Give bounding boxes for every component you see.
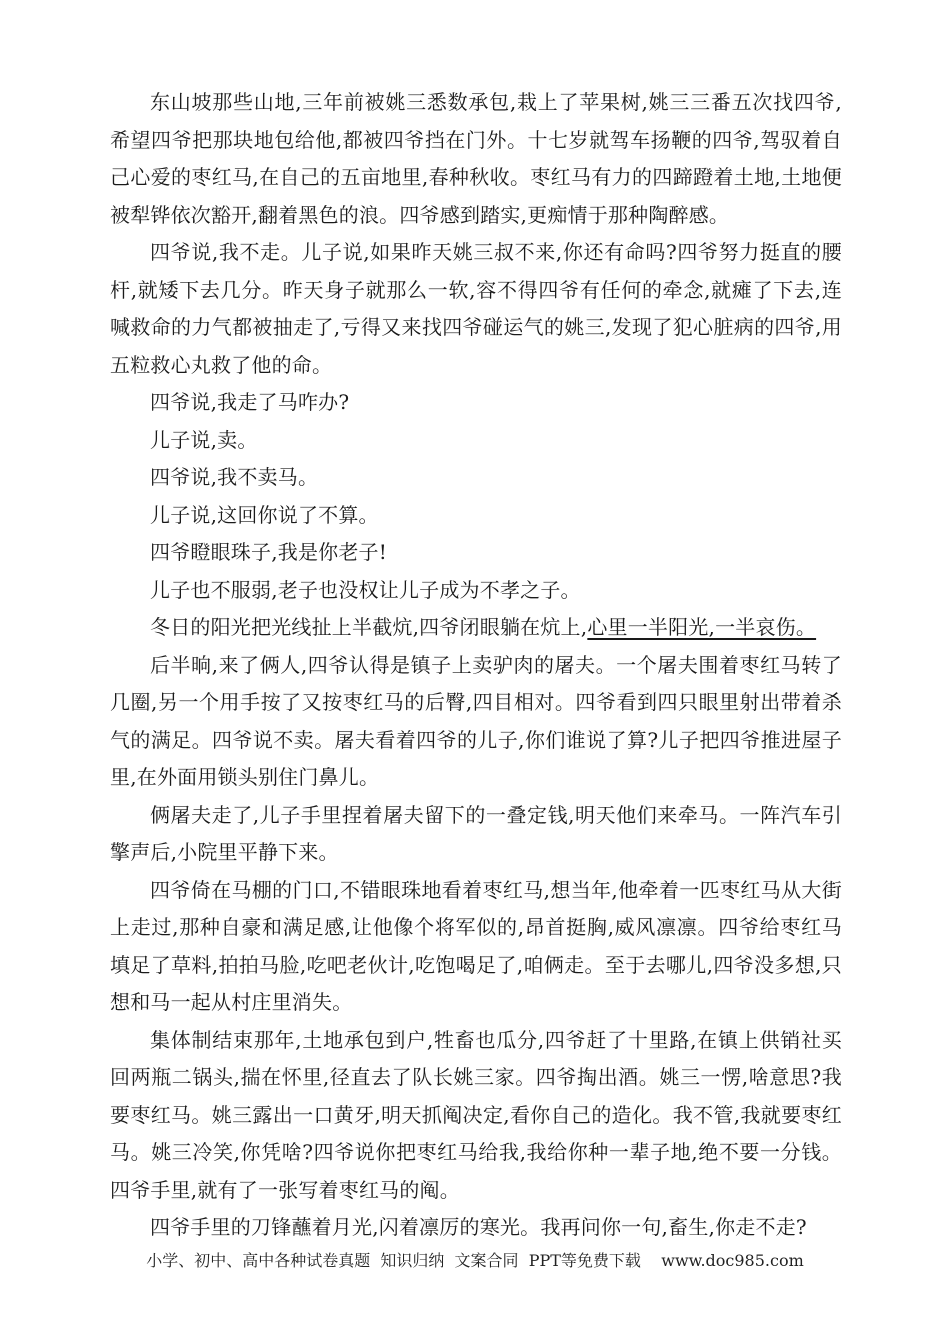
paragraph-12: 四爷倚在马棚的门口,不错眼珠地看着枣红马,想当年,他牵着一匹枣红马从大街上走过,那种自豪和满足感,让他像个将军似的,昂首挺胸,威风凛凛。四爷给枣红马填足了草料,拍拍马脸,吃吧老伙计,吃饱喝足了,咱俩走。至于去哪儿,四爷没多想,只想和马一起从村庄里消失。	[110, 877, 842, 1014]
paragraph-2: 四爷说,我不走。儿子说,如果昨天姚三叔不来,你还有命吗?四爷努力挺直的腰杆,就矮下去几分。昨天身子就那么一软,容不得四爷有任何的牵念,就瘫了下去,连喊救命的力气都被抽走了,亏得又来找四爷碰运气的姚三,发现了犯心脏病的四爷,用五粒救心丸救了他的命。	[110, 240, 842, 377]
paragraph-3: 四爷说,我走了马咋办?	[150, 390, 350, 414]
sun-paragraph-lead: 冬日的阳光把光线扯上半截炕,四爷闭眼躺在炕上,	[150, 615, 588, 639]
paragraph-sun	[110, 609, 842, 647]
paragraph-14: 四爷手里的刀锋蘸着月光,闪着凛厉的寒光。我再问你一句,畜生,你走不走?	[150, 1215, 807, 1239]
paragraph-8: 儿子也不服弱,老子也没权让儿子成为不孝之子。	[150, 577, 581, 602]
underlined-sentence: 心里一半阳光,一半哀伤。	[587, 615, 817, 639]
paragraph-13: 集体制结束那年,土地承包到户,牲畜也瓜分,四爷赶了十里路,在镇上供销社买回两瓶二锅头,揣在怀里,径直去了队长姚三家。四爷掏出酒。姚三一愣,啥意思?我要枣红马。姚三露出一口黄牙,明天抓阄决定,看你自己的造化。我不管,我就要枣红马。姚三冷笑,你凭啥?四爷说你把枣红马给我,我给你种一辈子地,绝不要一分钱。四爷手里,就有了一张写着枣红马的阄。	[110, 1027, 842, 1202]
paragraph-4: 儿子说,卖。	[150, 427, 258, 452]
paragraph-6: 儿子说,这回你说了不算。	[150, 502, 379, 527]
paragraph-1: 东山坡那些山地,三年前被姚三悉数承包,栽上了苹果树,姚三三番五次找四爷,希望四爷把那块地包给他,都被四爷挡在门外。十七岁就驾车扬鞭的四爷,驾驭着自己心爱的枣红马,在自己的五亩地里,春种秋收。枣红马有力的四蹄蹬着土地,土地便被犁铧依次豁开,翻着黑色的浪。四爷感到踏实,更痴情于那种陶醉感。	[110, 90, 842, 227]
document-body	[110, 84, 842, 1247]
page-footer: 小学、初中、高中各种试卷真题 知识归纳 文案合同 PPT等免费下载 www.doc985.com	[146, 1251, 804, 1270]
paragraph-5: 四爷说,我不卖马。	[150, 465, 319, 489]
paragraph-11: 俩屠夫走了,儿子手里捏着屠夫留下的一叠定钱,明天他们来牵马。一阵汽车引擎声后,小院里平静下来。	[110, 802, 842, 864]
paragraph-7: 四爷瞪眼珠子,我是你老子!	[150, 540, 387, 564]
paragraph-10: 后半晌,来了俩人,四爷认得是镇子上卖驴肉的屠夫。一个屠夫围着枣红马转了几圈,另一个用手按了又按枣红马的后臀,四目相对。四爷看到四只眼里射出带着杀气的满足。四爷说不卖。屠夫看着四爷的儿子,你们谁说了算?儿子把四爷推进屋子里,在外面用锁头别住门鼻儿。	[110, 652, 842, 789]
